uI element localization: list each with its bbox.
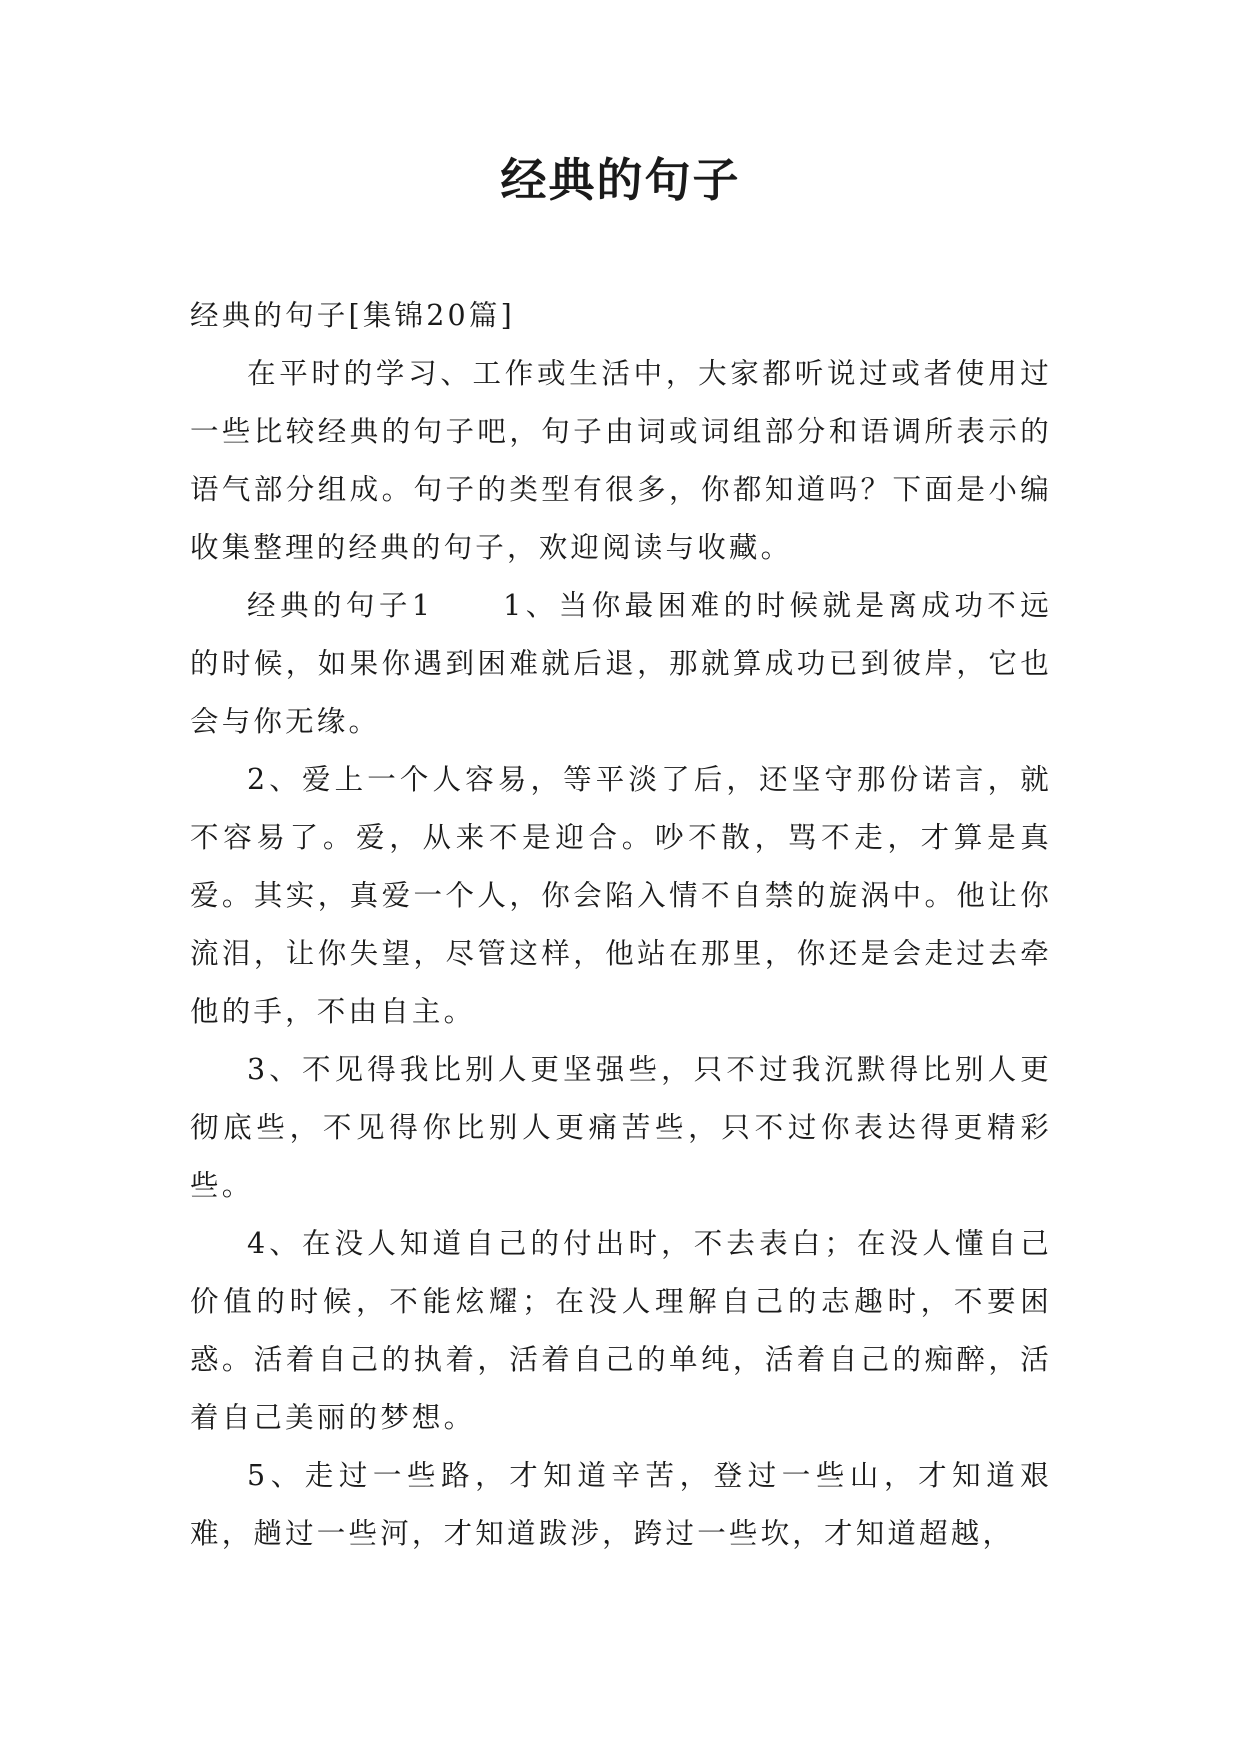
document-subtitle: 经典的句子[集锦20篇] [190,299,515,332]
intro-paragraph: 在平时的学习、工作或生活中，大家都听说过或者使用过一些比较经典的句子吧，句子由词或词组部分和语调所表示的语气部分组成。句子的类型有很多，你都知道吗？下面是小编收集整理的经典的句子，欢迎阅读与收藏。 [190,357,1052,564]
section-heading: 经典的句子1 [247,589,434,622]
item-2-paragraph: 2、爱上一个人容易，等平淡了后，还坚守那份诺言，就不容易了。爱，从来不是迎合。吵不散，骂不走，才算是真爱。其实，真爱一个人，你会陷入情不自禁的旋涡中。他让你流泪，让你失望，尽管这样，他站在那里，你还是会走过去牵他的手，不由自主。 [190,763,1052,1028]
item-4-paragraph: 4、在没人知道自己的付出时，不去表白；在没人懂自己价值的时候，不能炫耀；在没人理解自己的志趣时，不要困惑。活着自己的执着，活着自己的单纯，活着自己的痴醉，活着自己美丽的梦想。 [190,1227,1052,1434]
document-body [190,287,1052,1563]
section-paragraph-1 [190,577,1052,751]
item-5-paragraph: 5、走过一些路，才知道辛苦，登过一些山，才知道艰难，趟过一些河，才知道跋涉，跨过一些坎，才知道超越， [190,1459,1052,1550]
item-1-text: 1、当你最困难的时候就是离成功不远的时候，如果你遇到困难就后退，那就算成功已到彼岸，它也会与你无缘。 [190,589,1052,738]
item-3-paragraph: 3、不见得我比别人更坚强些，只不过我沉默得比别人更彻底些，不见得你比别人更痛苦些，只不过你表达得更精彩些。 [190,1053,1052,1202]
document-title: 经典的句子 [500,153,741,207]
